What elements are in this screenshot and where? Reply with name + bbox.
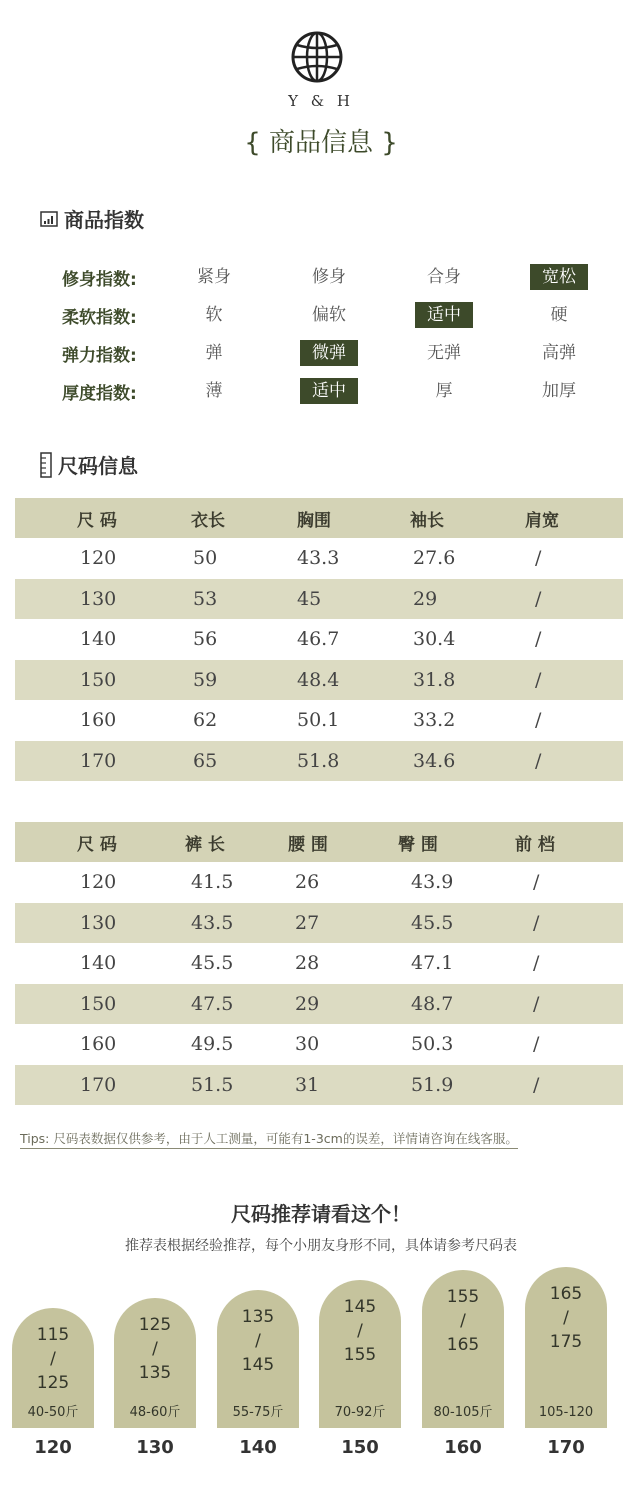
index-option-selected: 适中 — [300, 378, 358, 404]
table-cell: 30.4 — [413, 628, 456, 651]
table-cell: 41.5 — [191, 871, 234, 894]
table-cell: 29 — [413, 587, 438, 610]
table-cell: 50.1 — [297, 709, 340, 732]
table-cell: 160 — [80, 1033, 117, 1056]
size-label: 130 — [136, 1437, 174, 1458]
height-max: 145 — [241, 1355, 275, 1375]
index-option: 加厚 — [542, 381, 576, 401]
table-cell: 140 — [80, 628, 117, 651]
height-min: 125 — [138, 1315, 172, 1335]
index-option: 薄 — [205, 381, 223, 401]
table-cell: 51.5 — [191, 1073, 234, 1096]
table-row — [15, 943, 623, 984]
size-label: 120 — [34, 1437, 72, 1458]
height-separator: / — [152, 1339, 158, 1359]
table-row — [15, 741, 623, 782]
table-cell: / — [533, 1033, 540, 1056]
index-option: 厚 — [435, 381, 453, 401]
size-label: 170 — [547, 1437, 585, 1458]
table-cell: 120 — [80, 871, 117, 894]
index-option-selected: 宽松 — [530, 264, 588, 290]
table-row — [15, 1024, 623, 1065]
table-cell: / — [535, 587, 542, 610]
header-cell: 前 档 — [515, 834, 555, 855]
table-cell: 130 — [80, 587, 117, 610]
index-option: 合身 — [427, 267, 461, 287]
table-cell: 34.6 — [413, 749, 456, 772]
table-cell: 170 — [80, 1073, 117, 1096]
ruler-icon — [40, 452, 52, 478]
table-cell: 31.8 — [413, 668, 456, 691]
table-cell: 50.3 — [411, 1033, 454, 1056]
height-max: 175 — [549, 1332, 583, 1352]
top-size-table — [15, 498, 623, 781]
size-label: 160 — [444, 1437, 482, 1458]
table-cell: 46.7 — [297, 628, 340, 651]
table-cell: 65 — [193, 749, 218, 772]
table-row — [15, 862, 623, 903]
table-cell: 26 — [295, 871, 320, 894]
height-max: 135 — [138, 1363, 172, 1383]
height-min: 165 — [549, 1284, 583, 1304]
index-option: 高弹 — [542, 343, 576, 363]
table-row — [15, 660, 623, 701]
weight-range: 80-105斤 — [433, 1405, 493, 1420]
table-row — [15, 538, 623, 579]
table-cell: 48.4 — [297, 668, 340, 691]
header-cell: 胸围 — [297, 510, 331, 531]
table-header — [15, 822, 623, 862]
table-cell: / — [535, 709, 542, 732]
size-section-title: 尺码信息 — [58, 454, 138, 478]
size-section-header — [40, 450, 138, 479]
table-cell: 50 — [193, 547, 218, 570]
index-option: 紧身 — [197, 267, 231, 287]
table-cell: 59 — [193, 668, 218, 691]
table-cell: 27.6 — [413, 547, 456, 570]
height-separator: / — [563, 1308, 569, 1328]
table-cell: 30 — [295, 1033, 320, 1056]
table-row — [15, 579, 623, 620]
weight-range: 55-75斤 — [232, 1405, 284, 1420]
height-separator: / — [255, 1331, 261, 1351]
index-option: 无弹 — [427, 343, 461, 363]
table-row — [15, 903, 623, 944]
table-cell: 47.1 — [411, 952, 454, 975]
header-cell: 臀 围 — [398, 834, 438, 855]
header-cell: 肩宽 — [525, 510, 559, 531]
size-arch-card — [525, 1267, 607, 1428]
index-label: 柔软指数: — [62, 308, 137, 328]
header-cell: 尺 码 — [77, 510, 117, 531]
table-cell: 150 — [80, 992, 117, 1015]
height-min: 145 — [343, 1297, 377, 1317]
height-separator: / — [357, 1321, 363, 1341]
bar-chart-icon — [40, 211, 58, 227]
recommend-title: 尺码推荐请看这个！ — [231, 1202, 411, 1226]
index-label: 弹力指数: — [62, 346, 137, 366]
table-cell: 27 — [295, 911, 320, 934]
size-arch-card — [12, 1308, 94, 1428]
tips-note: Tips: 尺码表数据仅供参考，由于人工测量，可能有1-3cm的误差，详情请咨询在线客服。 — [20, 1129, 518, 1149]
table-cell: / — [533, 1073, 540, 1096]
table-header — [15, 498, 623, 538]
index-section-title: 商品指数 — [64, 208, 144, 232]
index-label: 修身指数: — [62, 270, 137, 290]
size-arch-card — [422, 1270, 504, 1428]
height-separator: / — [50, 1349, 56, 1369]
table-cell: 33.2 — [413, 709, 456, 732]
table-cell: 140 — [80, 952, 117, 975]
table-cell: / — [535, 749, 542, 772]
table-row — [15, 619, 623, 660]
size-arch-card — [319, 1280, 401, 1428]
weight-range: 70-92斤 — [334, 1405, 386, 1420]
index-option: 偏软 — [312, 305, 346, 325]
table-cell: 62 — [193, 709, 218, 732]
header-cell: 腰 围 — [288, 834, 328, 855]
index-option: 修身 — [312, 267, 346, 287]
globe-logo-icon — [290, 30, 344, 84]
table-cell: 45 — [297, 587, 322, 610]
size-arch-card — [114, 1298, 196, 1428]
bottom-size-table — [15, 822, 623, 1105]
table-cell: / — [533, 992, 540, 1015]
table-cell: 150 — [80, 668, 117, 691]
table-cell: 51.9 — [411, 1073, 454, 1096]
index-section-header — [40, 204, 144, 233]
table-cell: 43.5 — [191, 911, 234, 934]
table-cell: 28 — [295, 952, 320, 975]
table-cell: 43.9 — [411, 871, 454, 894]
table-cell: / — [535, 628, 542, 651]
index-option-selected: 适中 — [415, 302, 473, 328]
height-max: 125 — [36, 1373, 70, 1393]
height-max: 165 — [446, 1335, 480, 1355]
height-min: 155 — [446, 1287, 480, 1307]
size-arch-card — [217, 1290, 299, 1428]
table-cell: / — [535, 547, 542, 570]
table-cell: / — [535, 668, 542, 691]
table-row — [15, 984, 623, 1025]
table-cell: 47.5 — [191, 992, 234, 1015]
page-title: { 商品信息 } — [244, 128, 398, 158]
header-cell: 衣长 — [191, 510, 225, 531]
weight-range: 40-50斤 — [27, 1405, 79, 1420]
table-cell: 130 — [80, 911, 117, 934]
index-option-selected: 微弹 — [300, 340, 358, 366]
table-row — [15, 700, 623, 741]
index-row — [0, 300, 642, 330]
index-option: 弹 — [205, 343, 223, 363]
height-min: 115 — [36, 1325, 70, 1345]
table-cell: 43.3 — [297, 547, 340, 570]
table-cell: 170 — [80, 749, 117, 772]
table-cell: 49.5 — [191, 1033, 234, 1056]
table-cell: 31 — [295, 1073, 320, 1096]
table-cell: / — [533, 871, 540, 894]
table-cell: 160 — [80, 709, 117, 732]
recommend-subtitle: 推荐表根据经验推荐，每个小朋友身形不同，具体请参考尺码表 — [125, 1238, 517, 1254]
table-cell: 48.7 — [411, 992, 454, 1015]
table-cell: 120 — [80, 547, 117, 570]
index-row — [0, 338, 642, 368]
height-max: 155 — [343, 1345, 377, 1365]
height-min: 135 — [241, 1307, 275, 1327]
index-option: 硬 — [550, 305, 568, 325]
table-row — [15, 1065, 623, 1106]
weight-range: 48-60斤 — [129, 1405, 181, 1420]
table-cell: / — [533, 952, 540, 975]
table-cell: 45.5 — [411, 911, 454, 934]
index-row — [0, 262, 642, 292]
brand-name: Y & H — [288, 92, 354, 110]
table-cell: 56 — [193, 628, 218, 651]
weight-range: 105-120 — [538, 1405, 594, 1420]
size-label: 140 — [239, 1437, 277, 1458]
table-cell: / — [533, 911, 540, 934]
table-cell: 29 — [295, 992, 320, 1015]
header-cell: 袖长 — [410, 510, 444, 531]
index-option: 软 — [205, 305, 223, 325]
table-cell: 53 — [193, 587, 218, 610]
index-label: 厚度指数: — [62, 384, 137, 404]
table-cell: 51.8 — [297, 749, 340, 772]
table-cell: 45.5 — [191, 952, 234, 975]
header-cell: 裤 长 — [185, 834, 225, 855]
height-separator: / — [460, 1311, 466, 1331]
header-cell: 尺 码 — [77, 834, 117, 855]
index-row — [0, 376, 642, 406]
size-label: 150 — [341, 1437, 379, 1458]
